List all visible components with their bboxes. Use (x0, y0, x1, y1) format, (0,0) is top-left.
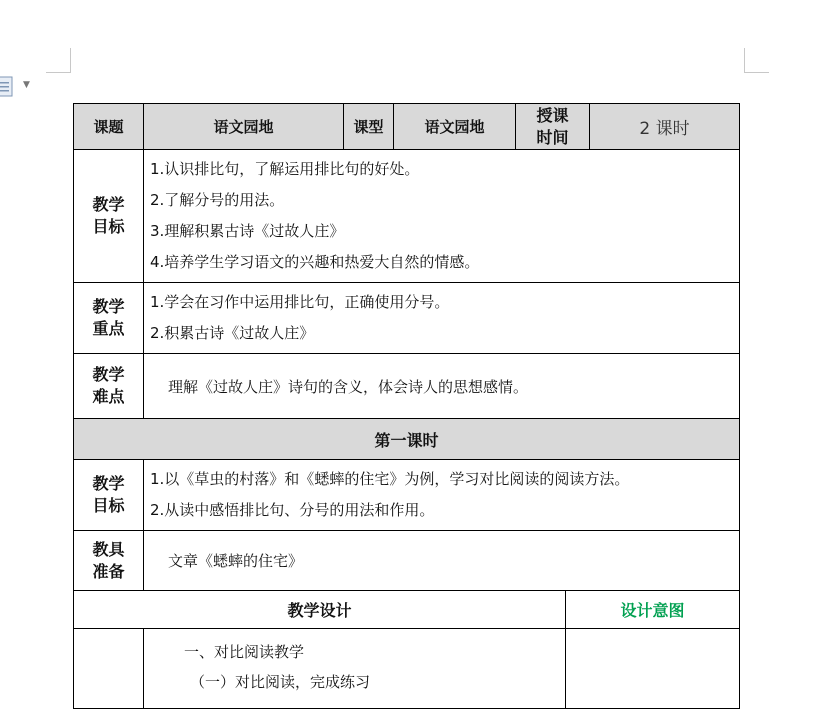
lesson1-goals-list (144, 460, 740, 531)
list-item: 3.理解积累古诗《过故人庄》 (150, 222, 345, 240)
goals-label: 教学 目标 (74, 150, 144, 283)
time-value: 2 课时 (590, 104, 740, 150)
header-row (74, 104, 740, 150)
chevron-down-icon[interactable]: ▼ (23, 80, 30, 90)
goals-row (74, 150, 740, 283)
page-corner-mark-top-right (744, 48, 769, 73)
design-header: 教学设计 (74, 591, 566, 629)
list-item: 4.培养学生学习语文的兴趣和热爱大自然的情感。 (150, 253, 480, 271)
design-content-row (74, 629, 740, 709)
type-label: 课型 (344, 104, 394, 150)
page-corner-mark-top-left (46, 48, 71, 73)
key-points-label: 教学 重点 (74, 283, 144, 354)
document-icon[interactable] (0, 74, 16, 98)
design-line: 一、对比阅读教学 (184, 643, 305, 661)
lesson1-goals-row (74, 460, 740, 531)
design-empty-cell (74, 629, 144, 709)
key-points-row (74, 283, 740, 354)
list-item: 2.积累古诗《过故人庄》 (150, 324, 315, 342)
design-content (144, 629, 566, 709)
difficulties-text: 理解《过故人庄》诗句的含义，体会诗人的思想感情。 (144, 354, 740, 419)
goals-list (144, 150, 740, 283)
intent-header: 设计意图 (566, 591, 740, 629)
topic-value: 语文园地 (144, 104, 344, 150)
time-label: 授课 时间 (516, 104, 590, 150)
list-item: 1.学会在习作中运用排比句，正确使用分号。 (150, 293, 450, 311)
topic-label: 课题 (74, 104, 144, 150)
lesson1-title: 第一课时 (74, 419, 740, 460)
difficulties-label: 教学 难点 (74, 354, 144, 419)
list-item: 1.以《草虫的村落》和《蟋蟀的住宅》为例，学习对比阅读的阅读方法。 (150, 470, 630, 488)
difficulties-row (74, 354, 740, 419)
list-item: 1.认识排比句，了解运用排比句的好处。 (150, 160, 420, 178)
key-points-list (144, 283, 740, 354)
type-value: 语文园地 (394, 104, 516, 150)
lesson-plan-table (73, 103, 740, 709)
lesson1-goals-label: 教学 目标 (74, 460, 144, 531)
list-item: 2.从读中感悟排比句、分号的用法和作用。 (150, 501, 435, 519)
design-header-row (74, 591, 740, 629)
design-line: （一）对比阅读，完成练习 (190, 673, 371, 691)
intent-cell (566, 629, 740, 709)
lesson1-title-row (74, 419, 740, 460)
materials-row (74, 531, 740, 591)
materials-text: 文章《蟋蟀的住宅》 (144, 531, 740, 591)
materials-label: 教具 准备 (74, 531, 144, 591)
list-item: 2.了解分号的用法。 (150, 191, 285, 209)
